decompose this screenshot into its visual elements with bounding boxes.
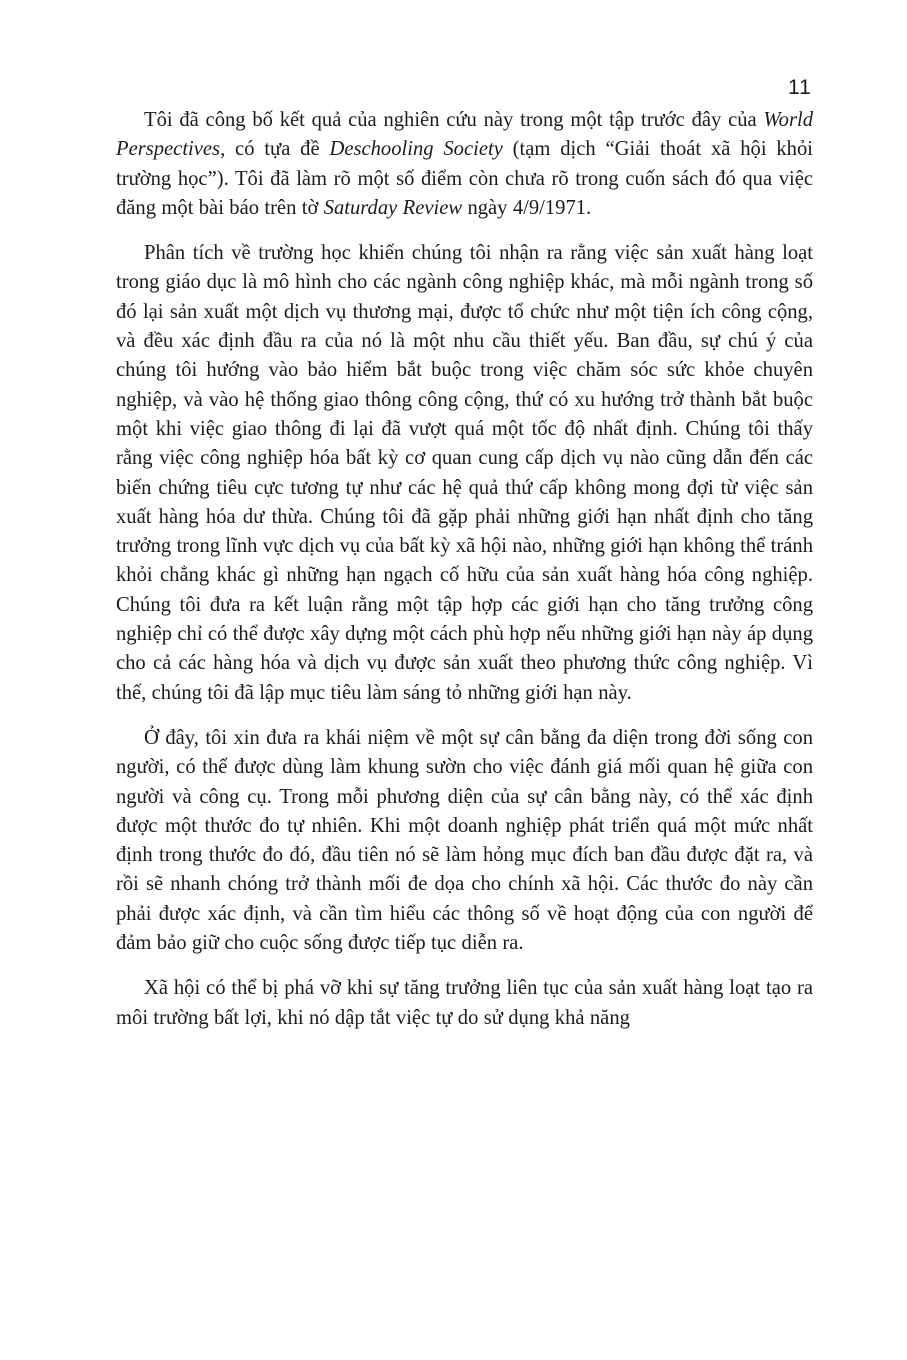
paragraph: Xã hội có thể bị phá vỡ khi sự tăng trưởng liên tục của sản xuất hàng loạt tạo ra môi trường bất lợi, khi nó dập tắt việc tự do sử dụng khả năng: [116, 977, 813, 1029]
publication-title: Saturday Review: [323, 196, 463, 219]
book-title: World Perspectives: [116, 109, 813, 161]
paragraph-text: ngày 4/9/1971.: [462, 196, 592, 219]
paragraph-text: (tạm dịch “Giải thoát xã hội khỏi trường học”). Tôi đã làm rõ một số điểm còn chưa rõ trong cuốn sách đó qua việc đăng một bài báo trên tờ: [116, 138, 813, 219]
page-number: 11: [788, 76, 812, 99]
paragraph: Ở đây, tôi xin đưa ra khái niệm về một sự cân bằng đa diện trong đời sống con người, có thể được dùng làm khung sườn cho việc đánh giá mối quan hệ giữa con người và công cụ. Trong mỗi phương diện của sự cân bằng này, có thể xác định được một thước đo tự nhiên. Khi một doanh nghiệp phát triển quá một mức nhất định trong thước đo đó, đầu tiên nó sẽ làm hỏng mục đích ban đầu được đặt ra, và rồi sẽ nhanh chóng trở thành mối đe dọa cho chính xã hội. Các thước đo này cần phải được xác định, và cần tìm hiểu các thông số về hoạt động của con người để đảm bảo giữ cho cuộc sống được tiếp tục diễn ra.: [116, 726, 813, 955]
body-text: [116, 106, 813, 1033]
paragraph-text: , có tựa đề: [220, 138, 330, 161]
paragraph: Phân tích về trường học khiến chúng tôi nhận ra rằng việc sản xuất hàng loạt trong giáo dục là mô hình cho các ngành công nghiệp khác, mà mỗi ngành trong số đó lại sản xuất một dịch vụ thương mại, được tổ chức như một tiện ích công cộng, và đều xác định đầu ra của nó là một nhu cầu thiết yếu. Ban đầu, sự chú ý của chúng tôi hướng vào bảo hiểm bắt buộc trong việc chăm sóc sức khỏe chuyên nghiệp, và vào hệ thống giao thông công cộng, thứ có xu hướng trở thành bắt buộc một khi việc giao thông đi lại đã vượt quá một tốc độ nhất định. Chúng tôi thấy rằng việc công nghiệp hóa bất kỳ cơ quan cung cấp dịch vụ nào cũng dẫn đến các biến chứng tiêu cực tương tự như các hệ quả thứ cấp không mong đợi từ việc sản xuất hàng hóa dư thừa. Chúng tôi đã gặp phải những giới hạn nhất định cho tăng trưởng trong lĩnh vực dịch vụ của bất kỳ xã hội nào, những giới hạn không thể tránh khỏi chẳng khác gì những hạn ngạch cố hữu của sản xuất hàng hóa công nghiệp. Chúng tôi đưa ra kết luận rằng một tập hợp các giới hạn cho tăng trưởng công nghiệp chỉ có thể được xây dựng một cách phù hợp nếu những giới hạn này áp dụng cho cả các hàng hóa và dịch vụ được sản xuất theo phương thức công nghiệp. Vì thế, chúng tôi đã lập mục tiêu làm sáng tỏ những giới hạn này.: [116, 242, 813, 704]
paragraph-text: Tôi đã công bố kết quả của nghiên cứu này trong một tập trước đây của: [144, 109, 764, 131]
paragraph: [116, 106, 813, 223]
book-title: Deschooling Society: [329, 138, 503, 161]
